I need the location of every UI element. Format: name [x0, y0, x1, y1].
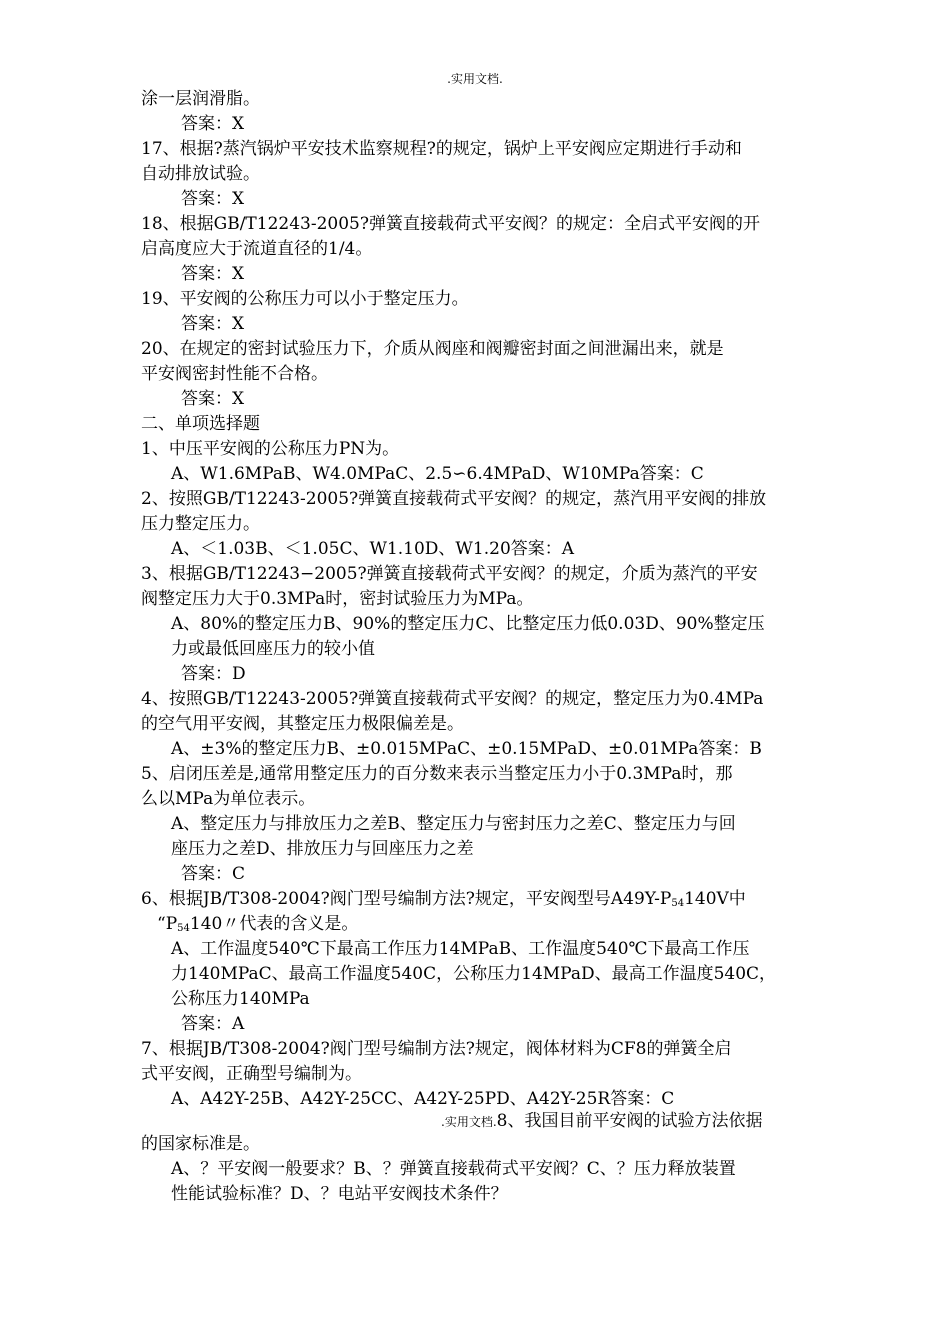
options-line: 公称压力140MPa: [171, 989, 310, 1009]
answer-line: 答案：X: [181, 264, 245, 284]
options-line: 力140MPaC、最高工作温度540C，公称压力14MPaD、最高工作温度540C，: [171, 964, 777, 984]
answer-line: 答案：C: [181, 864, 246, 884]
section-heading: 二、单项选择题: [141, 414, 260, 434]
text-line: 阀整定压力大于0.3MPa时，密封试验压力为MPa。: [141, 589, 534, 609]
page-header: .实用文档.: [447, 72, 503, 86]
options-line: A、＜1.03B、＜1.05C、W1.10D、W1.20答案：A: [171, 539, 575, 559]
text-line: 的空气用平安阀，其整定压力极限偏差是。: [141, 714, 464, 734]
answer-line: 答案：X: [181, 314, 245, 334]
subscript: 54: [671, 898, 685, 909]
text-segment: 8、我国目前平安阀的试验方法依据: [496, 1111, 763, 1131]
options-line: A、A42Y-25B、A42Y-25CC、A42Y-25PD、A42Y-25R答案：C: [171, 1089, 675, 1109]
mc-question-1: 1、中压平安阀的公称压力PN为。: [141, 439, 400, 459]
answer-line: 答案：X: [181, 189, 245, 209]
question-18: 18、根据GB/T12243-2005?弹簧直接载荷式平安阀？的规定：全启式平安阀的开: [141, 214, 760, 234]
answer-line: 答案：X: [181, 114, 245, 134]
text-line: 的国家标准是。: [141, 1134, 260, 1154]
answer-line: 答案：D: [181, 664, 246, 684]
options-line: A、？平安阀一般要求？B、？弹簧直接载荷式平安阀？C、？压力释放装置: [171, 1159, 736, 1179]
question-19: 19、平安阀的公称压力可以小于整定压力。: [141, 289, 469, 309]
options-line: 性能试验标准？D、？电站平安阀技术条件？: [171, 1184, 508, 1204]
options-line: 力或最低回座压力的较小值: [171, 639, 375, 659]
text-segment: 140V中: [684, 889, 746, 909]
options-line: A、整定压力与排放压力之差B、整定压力与密封压力之差C、整定压力与回: [171, 814, 736, 834]
subscript: 54: [177, 923, 190, 934]
text-line: 式平安阀，正确型号编制为。: [141, 1064, 362, 1084]
text-line: 压力整定压力。: [141, 514, 260, 534]
mc-question-6: [141, 888, 746, 915]
text-line: [157, 913, 358, 940]
answer-line: 答案：X: [181, 389, 245, 409]
mc-question-3: 3、根据GB/T12243−2005?弹簧直接载荷式平安阀？的规定，介质为蒸汽的平安: [141, 564, 758, 584]
options-line: A、工作温度540℃下最高工作压力14MPaB、工作温度540℃下最高工作压: [171, 939, 750, 959]
text-line: 启高度应大于流道直径的1/4。: [141, 239, 373, 259]
options-line: A、W1.6MPaB、W4.0MPaC、2.5∽6.4MPaD、W10MPa答案：C: [171, 464, 704, 484]
text-segment: “P: [157, 914, 178, 934]
mc-question-2: 2、按照GB/T12243-2005?弹簧直接载荷式平安阀？的规定，蒸汽用平安阀的排放: [141, 489, 767, 509]
text-line: 涂一层润滑脂。: [141, 89, 260, 109]
question-20: 20、在规定的密封试验压力下，介质从阀座和阀瓣密封面之间泄漏出来，就是: [141, 339, 724, 359]
options-line: A、±3%的整定压力B、±0.015MPaC、±0.15MPaD、±0.01MPa答案：B: [171, 739, 762, 759]
text-line: 么以MPa为单位表示。: [141, 789, 316, 809]
answer-line: 答案：A: [181, 1014, 245, 1034]
text-segment: 6、根据JB/T308-2004?阀门型号编制方法?规定，平安阀型号A49Y-P: [141, 889, 672, 909]
mc-question-7: 7、根据JB/T308-2004?阀门型号编制方法?规定，阀体材料为CF8的弹簧全启: [141, 1039, 732, 1059]
options-line: 座压力之差D、排放压力与回座压力之差: [171, 839, 474, 859]
mc-question-8: [441, 1110, 762, 1133]
question-17: 17、根据?蒸汽锅炉平安技术监察规程?的规定，锅炉上平安阀应定期进行手动和: [141, 139, 742, 159]
text-line: 平安阀密封性能不合格。: [141, 364, 328, 384]
mc-question-5: 5、启闭压差是,通常用整定压力的百分数来表示当整定压力小于0.3MPa时，那: [141, 764, 733, 784]
text-line: 自动排放试验。: [141, 164, 260, 184]
options-line: A、80%的整定压力B、90%的整定压力C、比整定压力低0.03D、90%整定压: [171, 614, 765, 634]
inline-header: .实用文档.: [441, 1115, 497, 1129]
text-segment: 140〃代表的含义是。: [189, 914, 359, 934]
mc-question-4: 4、按照GB/T12243-2005?弹簧直接载荷式平安阀？的规定，整定压力为0.4MPa: [141, 689, 764, 709]
